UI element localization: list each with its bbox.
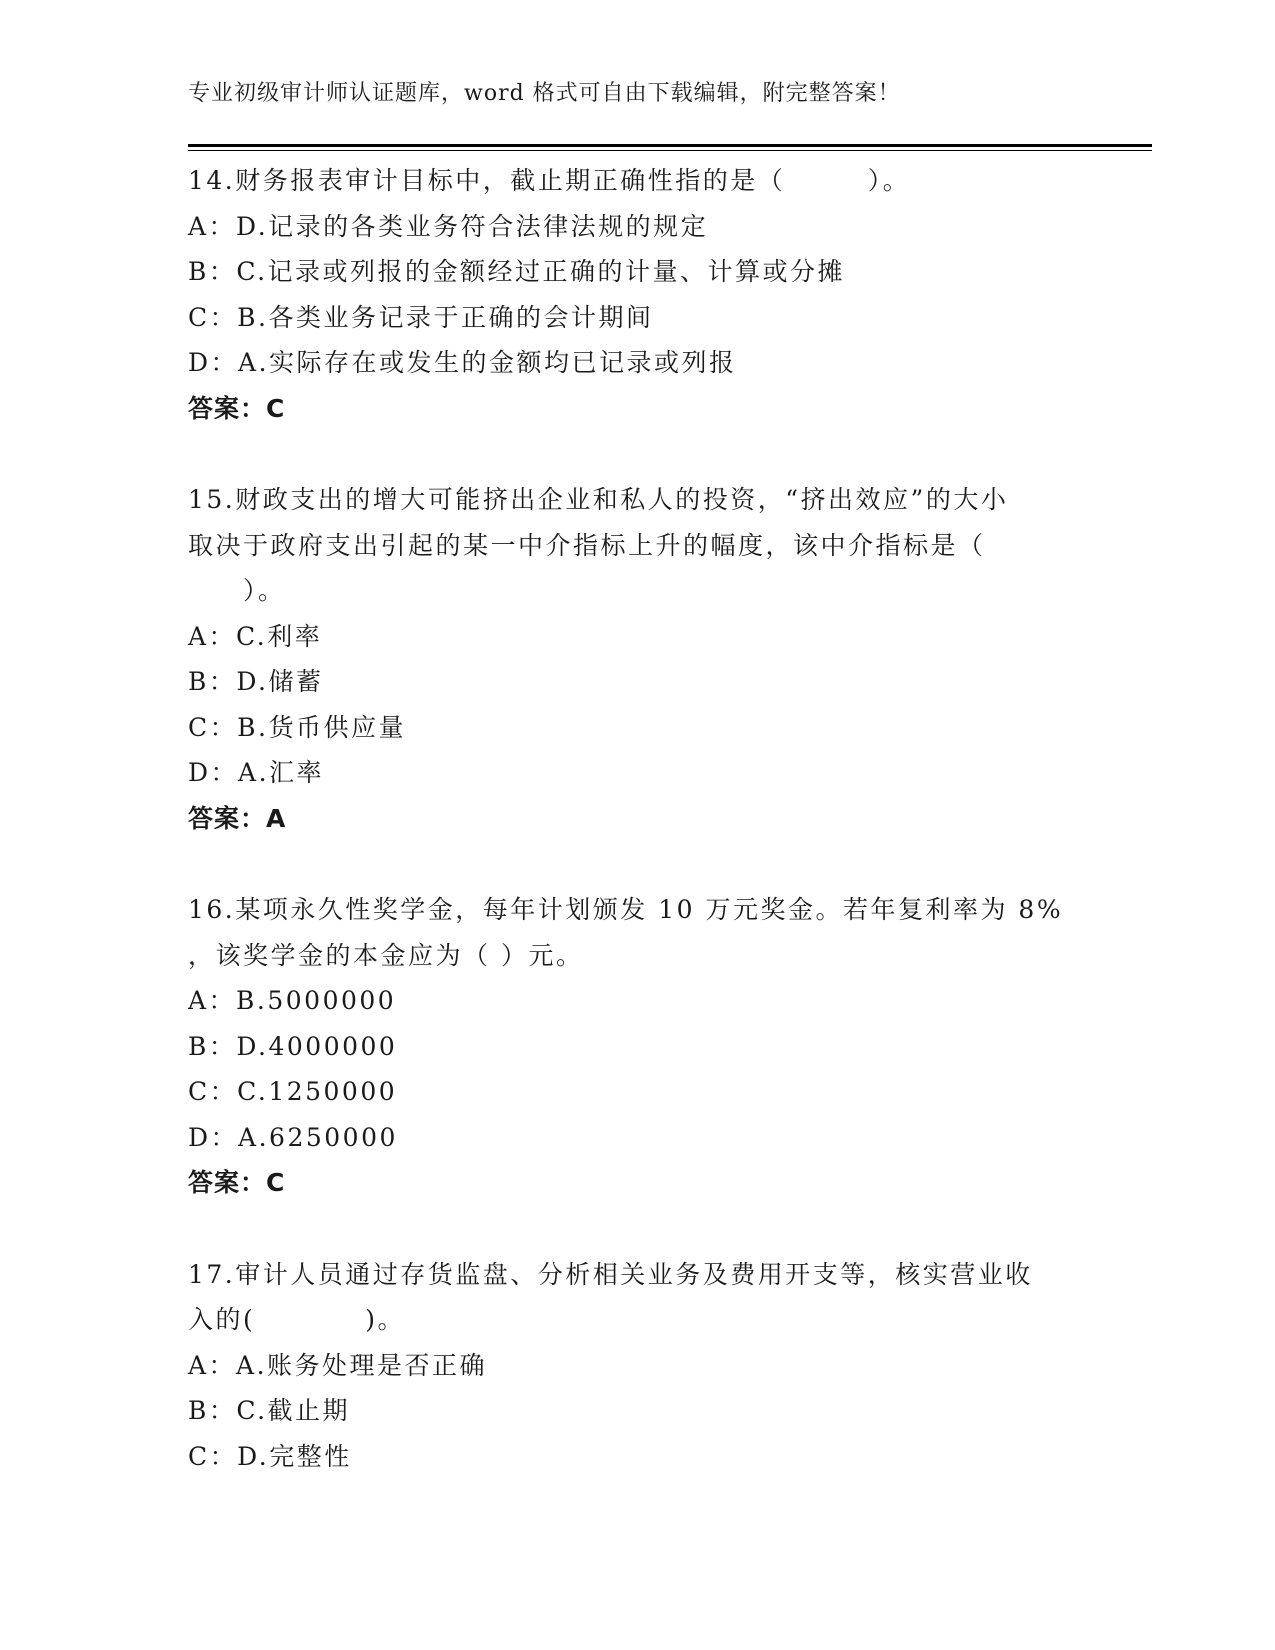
option-c: C：C.1250000	[188, 1077, 398, 1106]
question-stem: 16.某项永久性奖学金，每年计划颁发 10 万元奖金。若年复利率为 8%	[188, 895, 1064, 924]
option-c: C：B.各类业务记录于正确的会计期间	[188, 302, 654, 332]
option-b: B：C.记录或列报的金额经过正确的计量、计算或分摊	[188, 257, 846, 286]
question-stem: 入的( )。	[188, 1305, 406, 1334]
question-stem: 14.财务报表审计目标中，截止期正确性指的是（ ）。	[188, 166, 911, 195]
option-d: D：A.6250000	[188, 1122, 398, 1152]
answer: 答案：A	[188, 803, 287, 833]
question-stem: 17.审计人员通过存货监盘、分析相关业务及费用开支等，核实营业收	[188, 1259, 1033, 1289]
option-d: D：A.汇率	[188, 758, 325, 787]
option-b: B：D.储蓄	[188, 667, 324, 696]
option-b: B：C.截止期	[188, 1396, 351, 1425]
question-stem: ）。	[188, 576, 286, 605]
question-list	[188, 158, 1078, 1525]
option-c: C：B.货币供应量	[188, 712, 406, 742]
question-14	[188, 158, 1078, 431]
option-a: A：C.利率	[188, 621, 323, 651]
question-15	[188, 477, 1078, 841]
question-16	[188, 887, 1078, 1206]
question-stem: ，该奖学金的本金应为（ ）元。	[188, 940, 584, 970]
option-d: D：A.实际存在或发生的金额均已记录或列报	[188, 348, 737, 377]
header-rule-thick	[188, 144, 1152, 147]
header-rule-thin	[188, 150, 1152, 151]
page-header: 专业初级审计师认证题库，word 格式可自由下载编辑，附完整答案！	[188, 81, 901, 106]
option-b: B：D.4000000	[188, 1031, 398, 1061]
option-a: A：D.记录的各类业务符合法律法规的规定	[188, 211, 709, 241]
answer: 答案：C	[188, 393, 286, 423]
option-a: A：B.5000000	[188, 986, 397, 1015]
question-stem: 15.财政支出的增大可能挤出企业和私人的投资，“挤出效应”的大小	[188, 485, 1009, 514]
question-stem: 取决于政府支出引起的某一中介指标上升的幅度，该中介指标是（	[188, 530, 986, 560]
answer: 答案：C	[188, 1168, 286, 1197]
question-17	[188, 1252, 1078, 1480]
option-c: C：D.完整性	[188, 1441, 352, 1471]
option-a: A：A.账务处理是否正确	[188, 1350, 488, 1380]
